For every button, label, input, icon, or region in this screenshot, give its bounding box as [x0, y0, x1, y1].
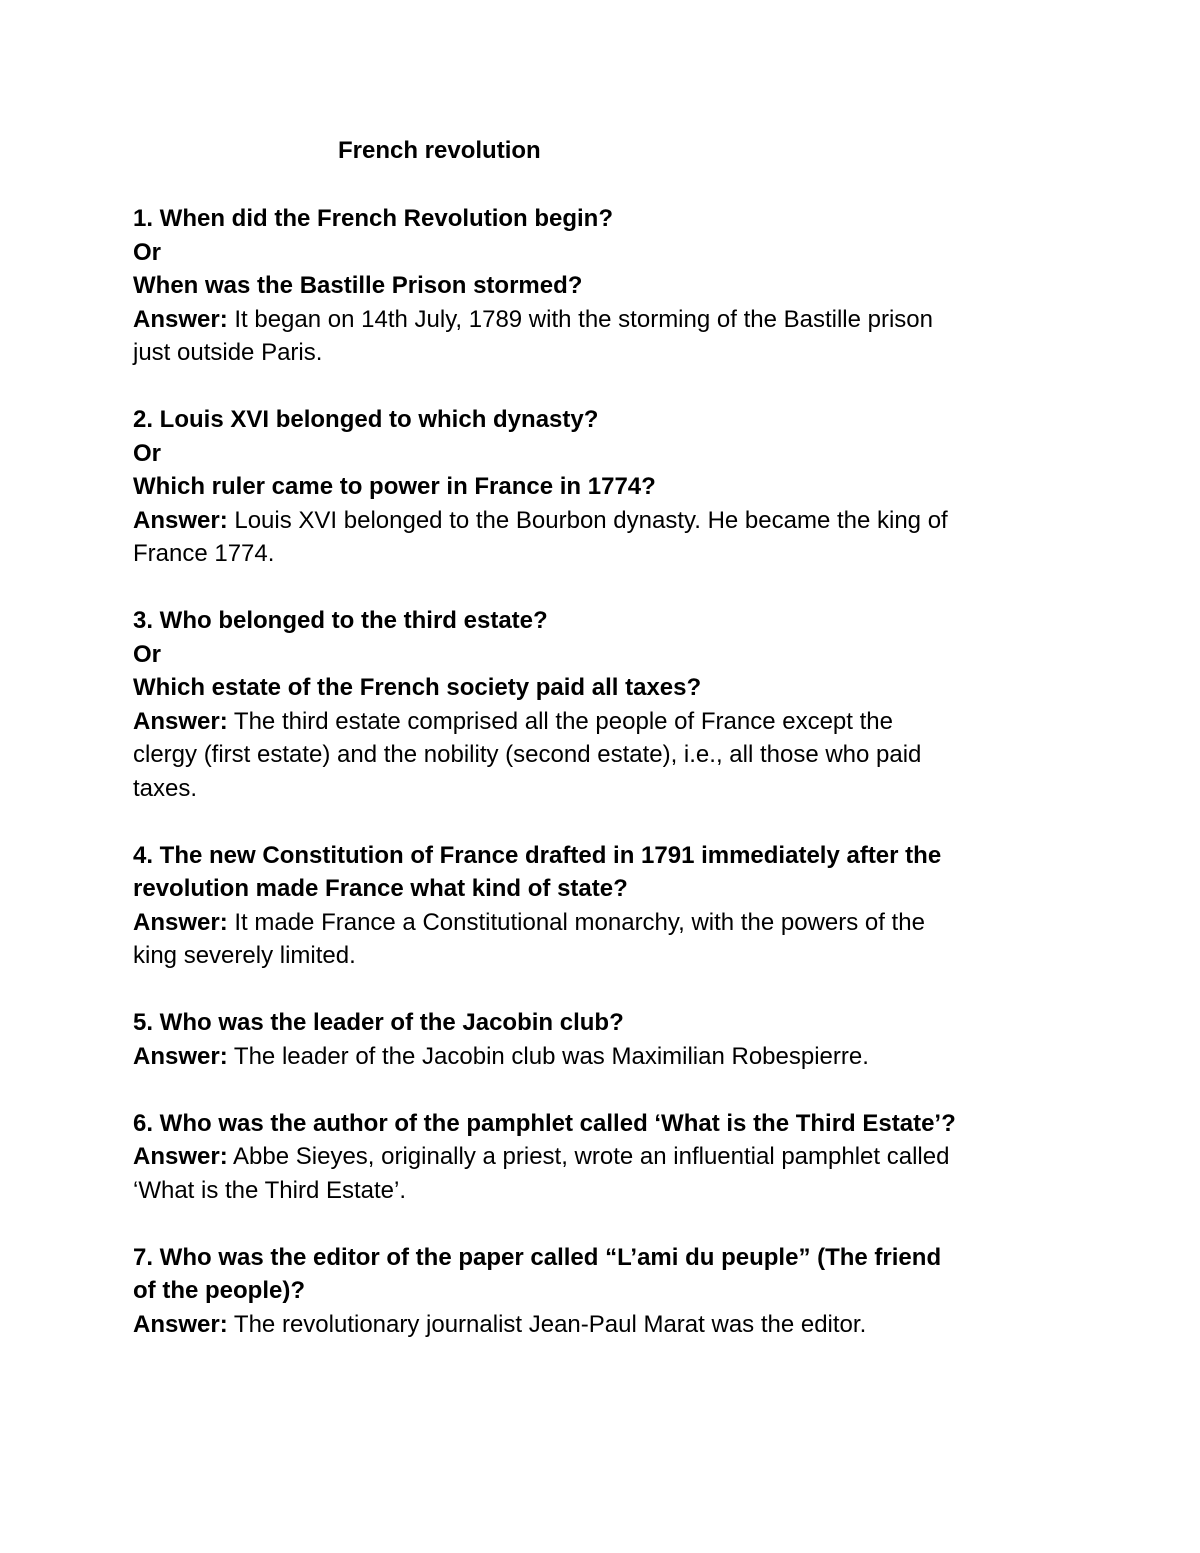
question-line: 4. The new Constitution of France drafted in 1791 immediately after the revolution made France what kind of state? [133, 841, 942, 902]
qa-list [133, 202, 963, 1375]
answer-label: Answer: [133, 1143, 228, 1170]
question-line: Which ruler came to power in France in 1774? [133, 473, 656, 500]
question-line: 2. Louis XVI belonged to which dynasty? [133, 406, 599, 433]
answer-paragraph [133, 504, 963, 571]
answer-label: Answer: [133, 1310, 228, 1338]
qa-item-7 [133, 1241, 963, 1342]
question-line: When was the Bastille Prison stormed? [133, 272, 583, 299]
document-title: French revolution [338, 137, 541, 164]
answer-text: The leader of the Jacobin club was Maximilian Robespierre. [233, 1042, 869, 1070]
answer-label: Answer: [133, 1042, 228, 1070]
qa-item-5 [133, 1006, 963, 1073]
answer-paragraph [133, 906, 963, 973]
question-or: Or [133, 439, 162, 467]
answer-label: Answer: [133, 908, 228, 936]
answer-text: Abbe Sieyes, originally a priest, wrote an influential pamphlet called ‘What is the Third Estate’. [133, 1143, 950, 1204]
answer-text: The revolutionary journalist Jean-Paul Marat was the editor. [233, 1310, 867, 1338]
answer-label: Answer: [133, 707, 228, 735]
qa-item-6 [133, 1107, 963, 1208]
answer-label: Answer: [133, 506, 228, 534]
answer-text: It began on 14th July, 1789 with the storming of the Bastille prison just outside Paris. [133, 305, 933, 366]
question-line: 7. Who was the editor of the paper called “L’ami du peuple” (The friend of the people)? [133, 1243, 942, 1304]
answer-paragraph [133, 1040, 963, 1074]
answer-text: The third estate comprised all the people of France except the clergy (first estate) and the nobility (second estate), i.e., all those who paid taxes. [133, 707, 922, 802]
answer-text: Louis XVI belonged to the Bourbon dynasty. He became the king of France 1774. [133, 506, 948, 567]
question-line: Which estate of the French society paid all taxes? [133, 674, 702, 701]
answer-paragraph [133, 303, 963, 370]
answer-text: It made France a Constitutional monarchy, with the powers of the king severely limited. [133, 908, 925, 969]
question-or: Or [133, 640, 162, 668]
question-line: 5. Who was the leader of the Jacobin club? [133, 1009, 624, 1036]
qa-item-3 [133, 604, 963, 805]
qa-item-4 [133, 839, 963, 973]
answer-label: Answer: [133, 305, 228, 333]
qa-item-2 [133, 403, 963, 571]
question-line: 1. When did the French Revolution begin? [133, 205, 613, 232]
qa-item-1 [133, 202, 963, 370]
answer-paragraph [133, 1308, 963, 1342]
question-line: 6. Who was the author of the pamphlet called ‘What is the Third Estate’? [133, 1109, 956, 1137]
question-line: 3. Who belonged to the third estate? [133, 607, 548, 634]
question-or: Or [133, 238, 162, 266]
answer-paragraph [133, 1140, 963, 1207]
answer-paragraph [133, 705, 963, 806]
